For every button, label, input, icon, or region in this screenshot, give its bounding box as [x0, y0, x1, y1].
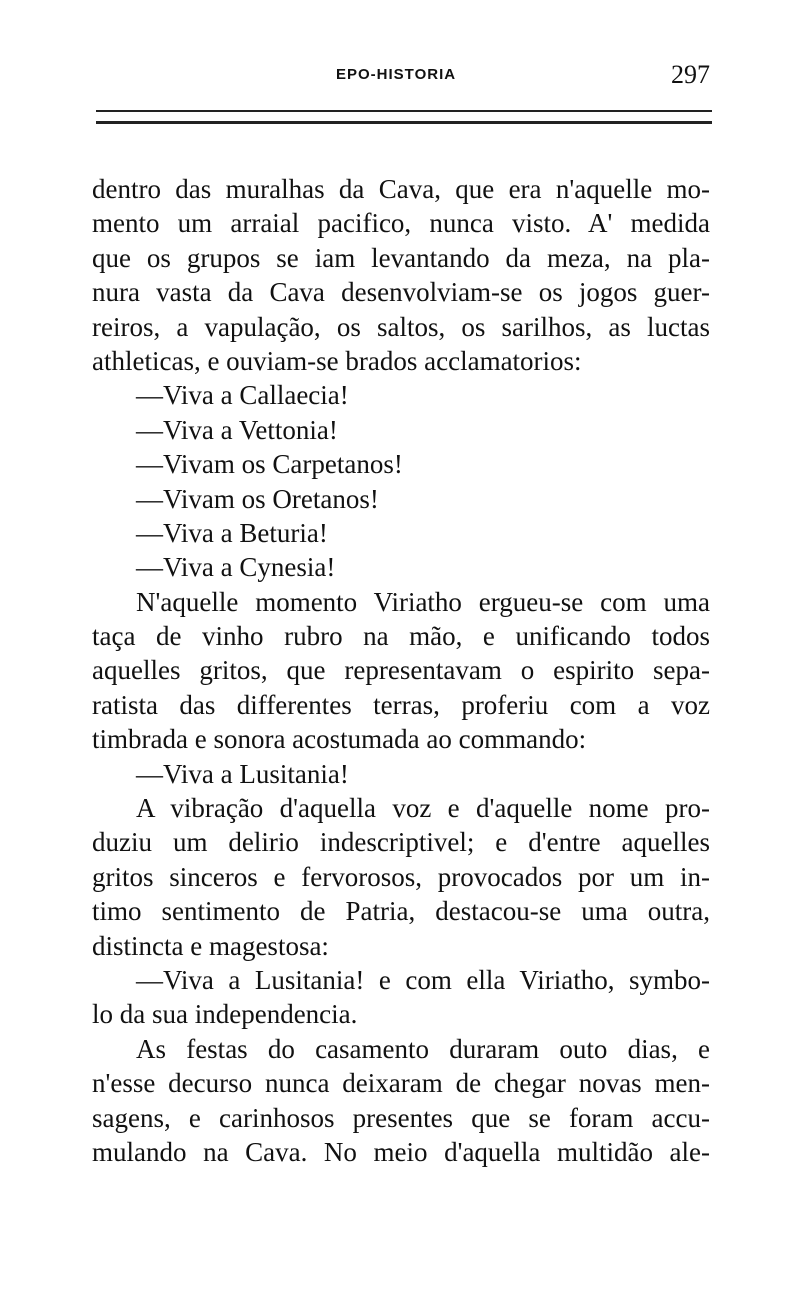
dialog-line: —Viva a Lusitania! e com ella Viriatho, symbo- — [136, 964, 710, 995]
dialog-line: —Viva a Cynesia! — [136, 552, 336, 583]
running-title: EPO-HISTORIA — [336, 66, 457, 83]
text-line: aquelles gritos, que representavam o espirito sepa- — [92, 655, 710, 686]
text-line: sagens, e carinhosos presentes que se foram accu- — [92, 1102, 710, 1133]
page-header — [96, 56, 712, 96]
dialog-line: —Viva a Beturia! — [136, 517, 328, 548]
dialog-line: —Viva a Vettonia! — [136, 414, 338, 445]
text-line: mento um arraial pacifico, nunca visto. A' medida — [92, 208, 710, 239]
text-line: N'aquelle momento Viriatho ergueu-se com uma — [136, 586, 710, 617]
text-line: taça de vinho rubro na mão, e unificando todos — [92, 621, 710, 652]
text-line: duziu um delirio indescriptivel; e d'entre aquelles — [92, 827, 710, 858]
dialog-line: —Vivam os Oretanos! — [136, 483, 379, 514]
text-line: distincta e magestosa: — [92, 930, 329, 961]
dialog-line: —Viva a Lusitania! — [136, 758, 349, 789]
header-rule-thick — [96, 121, 712, 124]
text-line: A vibração d'aquella voz e d'aquelle nome pro- — [136, 793, 710, 824]
text-line: ratista das differentes terras, proferiu com a voz — [92, 689, 710, 720]
text-line: athleticas, e ouviam-se brados acclamatorios: — [92, 345, 582, 376]
text-line: mulando na Cava. No meio d'aquella multidão ale- — [92, 1136, 710, 1167]
dialog-line: —Viva a Callaecia! — [136, 380, 349, 411]
text-line: nura vasta da Cava desenvolviam-se os jogos guer- — [92, 277, 710, 308]
text-line: n'esse decurso nunca deixaram de chegar novas men- — [92, 1068, 710, 1099]
page-number: 297 — [671, 60, 710, 89]
dialog-line: —Vivam os Carpetanos! — [136, 449, 403, 480]
text-line: dentro das muralhas da Cava, que era n'aquelle mo- — [92, 174, 710, 204]
text-line: timo sentimento de Patria, destacou-se uma outra, — [92, 896, 710, 927]
body-text — [92, 172, 710, 1169]
text-line: que os grupos se iam levantando da meza, na pla- — [92, 242, 710, 273]
header-rule-thin — [96, 110, 712, 112]
text-line: reiros, a vapulação, os saltos, os sarilhos, as luctas — [92, 311, 710, 342]
text-line: timbrada e sonora acostumada ao commando: — [92, 724, 587, 755]
text-line: gritos sinceros e fervorosos, provocados por um in- — [92, 861, 710, 892]
text-line: lo da sua independencia. — [92, 999, 358, 1030]
text-line: As festas do casamento duraram outo dias, e — [136, 1033, 710, 1064]
